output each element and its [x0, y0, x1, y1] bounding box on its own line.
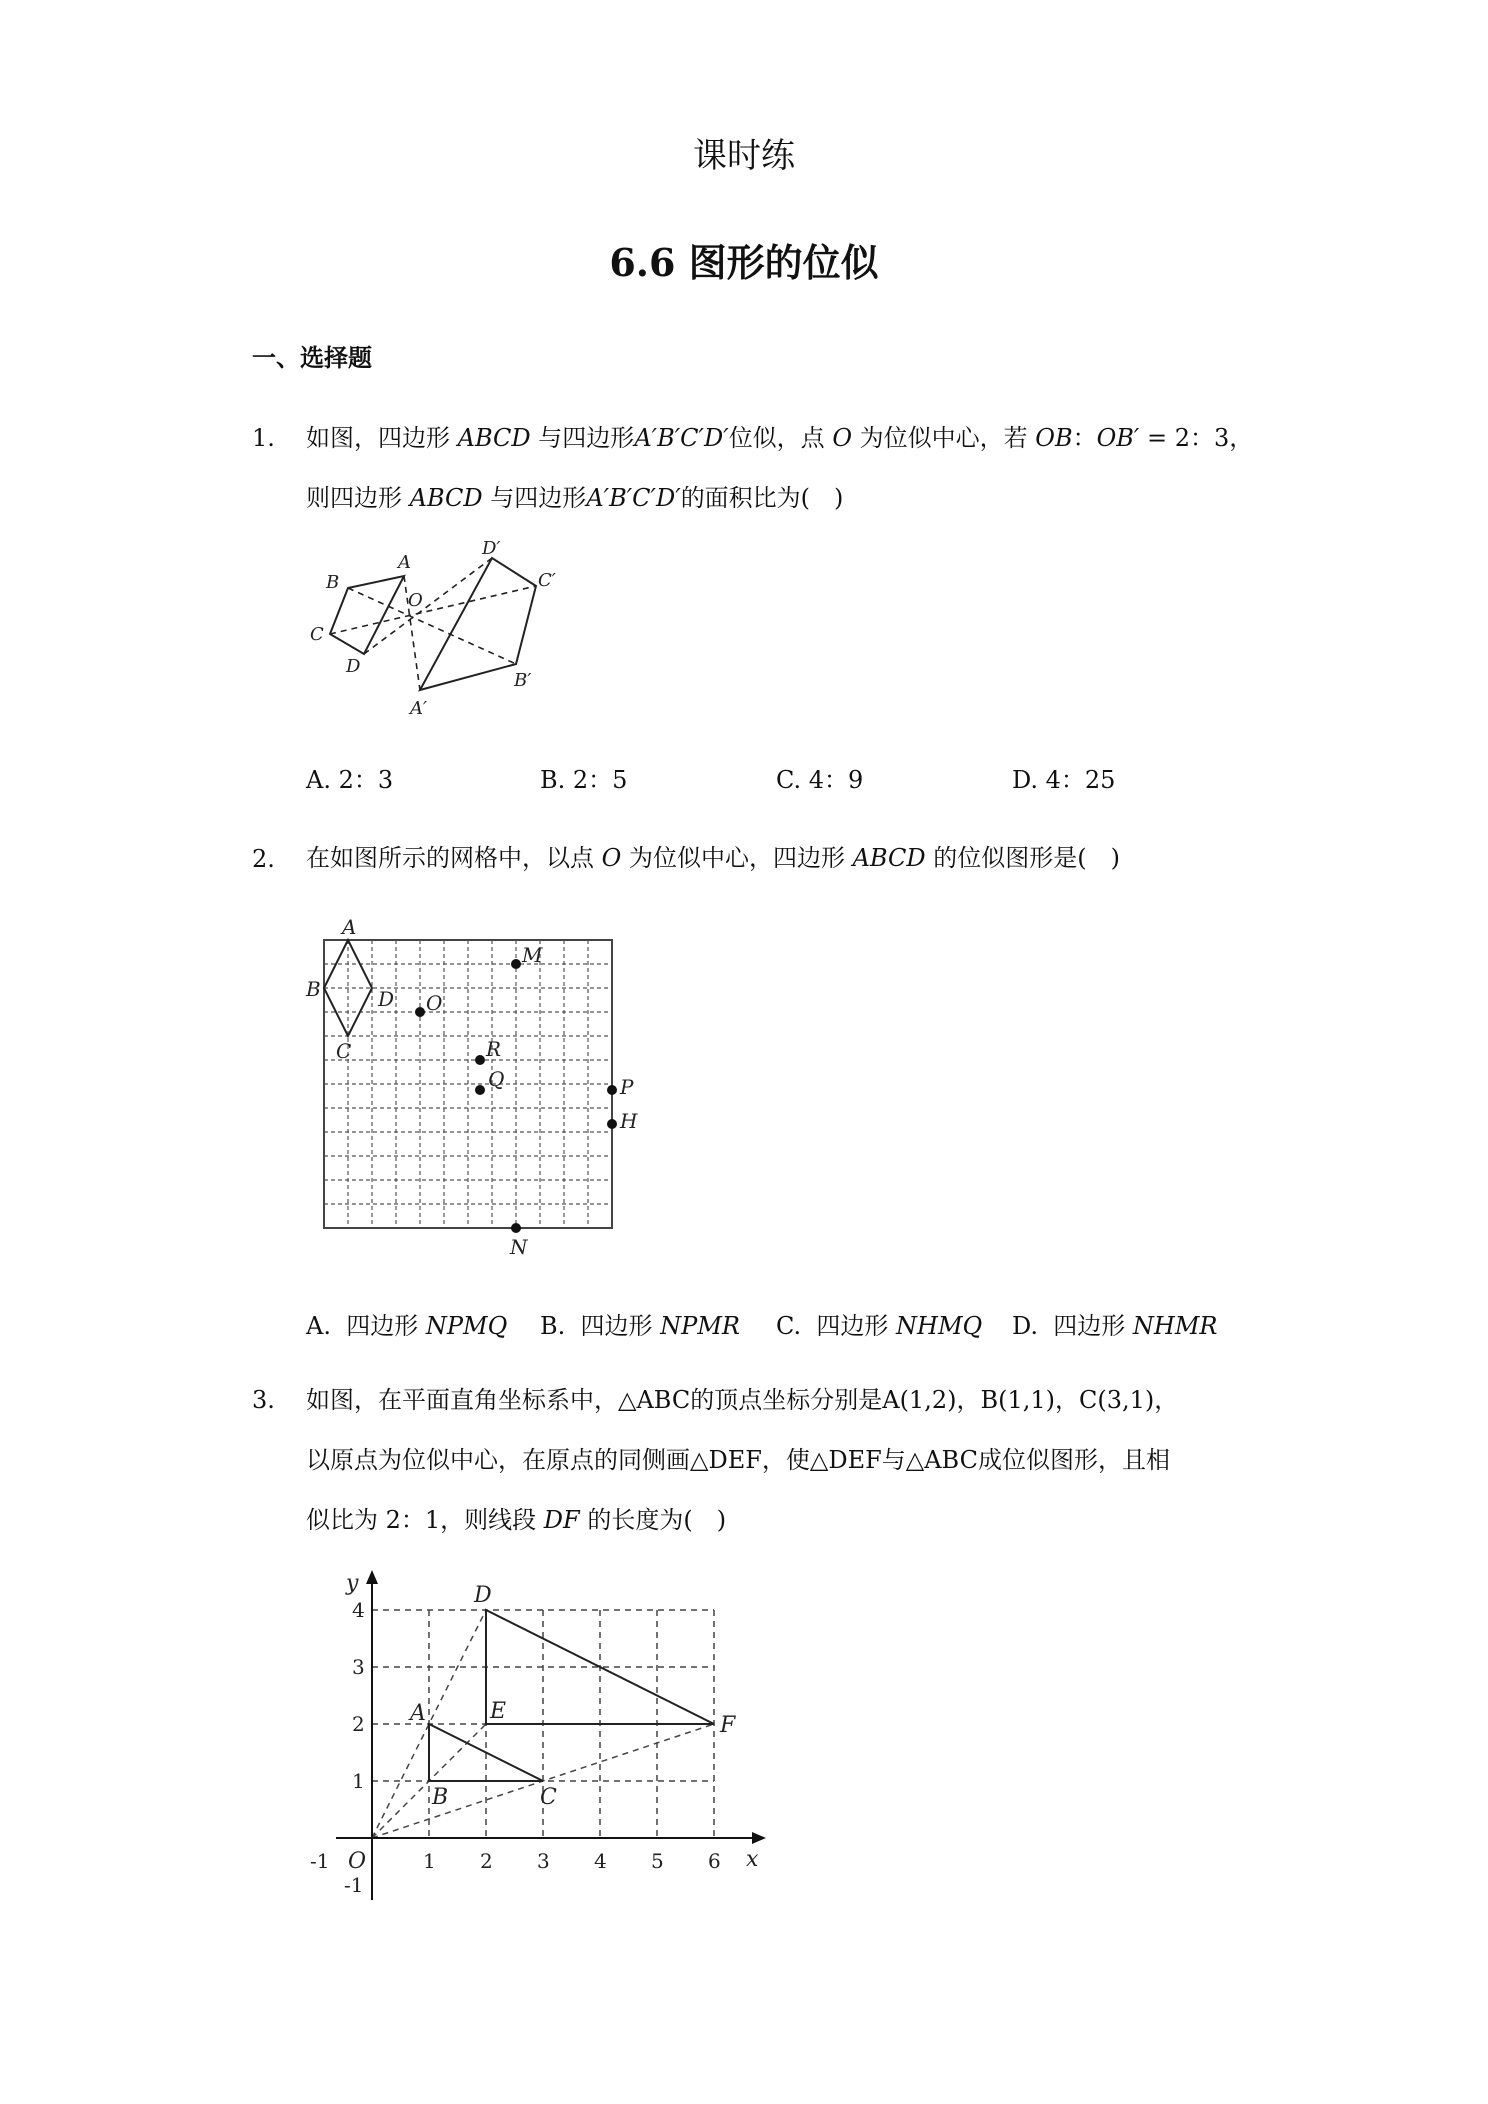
worksheet-label: 课时练: [693, 136, 795, 176]
q2-grid-figure: [300, 910, 660, 1260]
q2-label-A: A: [342, 915, 357, 939]
q1-label-B: B: [326, 572, 340, 593]
y-tick-3: 3: [352, 1655, 365, 1679]
q2-point-P: [607, 1085, 617, 1095]
x-tick-minus1: -1: [310, 1849, 330, 1873]
q1-label-D: D: [346, 656, 361, 677]
y-tick-4: 4: [352, 1598, 365, 1622]
y-tick-minus1: -1: [344, 1873, 364, 1897]
q2-point-Q: [475, 1085, 485, 1095]
q2-point-H: [607, 1119, 617, 1129]
q3-line-3: 似比为 2：1，则线段 DF 的长度为( ): [306, 1506, 727, 1534]
x-tick-2: 2: [480, 1849, 493, 1873]
q1-label-O: O: [408, 590, 423, 611]
q1-label-D-prime: D′: [482, 538, 501, 559]
q3-coordinate-figure: [300, 1570, 780, 1930]
q2-label-Q: Q: [488, 1067, 505, 1091]
y-tick-1: 1: [352, 1769, 365, 1793]
q2-label-B: B: [306, 977, 321, 1001]
q3-label-E: E: [490, 1699, 507, 1724]
q2-label-C: C: [336, 1039, 352, 1063]
q3-label-B: B: [432, 1785, 449, 1810]
q1-option-b[interactable]: B. 2：5: [540, 766, 628, 794]
q1-label-B-prime: B′: [514, 670, 532, 691]
q1-label-C-prime: C′: [538, 570, 556, 591]
x-axis-label: x: [746, 1847, 759, 1872]
q2-label-D: D: [378, 987, 395, 1011]
q1-label-C: C: [310, 624, 324, 645]
q2-option-c[interactable]: C. 四边形 NHMQ: [776, 1312, 983, 1340]
q2-label-N: N: [510, 1235, 528, 1259]
q2-label-R: R: [486, 1037, 502, 1061]
q1-line-2: 则四边形 ABCD 与四边形A′B′C′D′的面积比为( ): [306, 484, 844, 512]
q3-label-D: D: [474, 1583, 492, 1608]
y-tick-2: 2: [352, 1712, 365, 1736]
q2-line-1: 在如图所示的网格中，以点 O 为位似中心，四边形 ABCD 的位似图形是( ): [306, 844, 1120, 872]
q2-number: 2.: [252, 845, 275, 873]
q1-option-d[interactable]: D. 4：25: [1012, 766, 1116, 794]
q1-label-A: A: [398, 552, 411, 573]
y-axis-label: y: [346, 1571, 359, 1596]
q3-label-F: F: [720, 1713, 736, 1738]
q2-label-P: P: [620, 1075, 634, 1099]
q2-point-O: [415, 1007, 425, 1017]
q2-label-H: H: [620, 1109, 638, 1133]
q3-number: 3.: [252, 1386, 275, 1414]
q2-point-R: [475, 1055, 485, 1065]
q2-point-N: [511, 1223, 521, 1233]
q2-point-M: [511, 959, 521, 969]
origin-label: O: [348, 1849, 367, 1874]
q3-label-C: C: [540, 1785, 557, 1810]
q1-label-A-prime: A′: [410, 698, 428, 719]
x-tick-6: 6: [708, 1849, 721, 1873]
q1-number: 1.: [252, 424, 275, 452]
q1-option-c[interactable]: C. 4：9: [776, 766, 864, 794]
x-tick-4: 4: [594, 1849, 607, 1873]
q2-option-b[interactable]: B. 四边形 NPMR: [540, 1312, 740, 1340]
page-title: 6.6 图形的位似: [609, 240, 879, 285]
q1-line-1: 如图，四边形 ABCD 与四边形A′B′C′D′位似，点 O 为位似中心，若 OB：OB′ = 2：3，: [306, 424, 1254, 452]
q1-figure: [300, 530, 580, 720]
x-tick-1: 1: [423, 1849, 436, 1873]
q3-line-2: 以原点为位似中心，在原点的同侧画△DEF，使△DEF与△ABC成位似图形，且相: [306, 1446, 1170, 1474]
q3-line-1: 如图，在平面直角坐标系中，△ABC的顶点坐标分别是A(1,2)，B(1,1)，C(3,1)，: [306, 1386, 1179, 1414]
x-tick-3: 3: [537, 1849, 550, 1873]
section-heading: 一、选择题: [252, 343, 372, 372]
q2-option-a[interactable]: A. 四边形 NPMQ: [306, 1312, 508, 1340]
q2-label-O: O: [426, 991, 443, 1015]
q2-label-M: M: [522, 943, 543, 967]
x-tick-5: 5: [651, 1849, 664, 1873]
q2-option-d[interactable]: D. 四边形 NHMR: [1012, 1312, 1218, 1340]
q1-option-a[interactable]: A. 2：3: [306, 766, 394, 794]
q3-label-A: A: [410, 1701, 426, 1726]
